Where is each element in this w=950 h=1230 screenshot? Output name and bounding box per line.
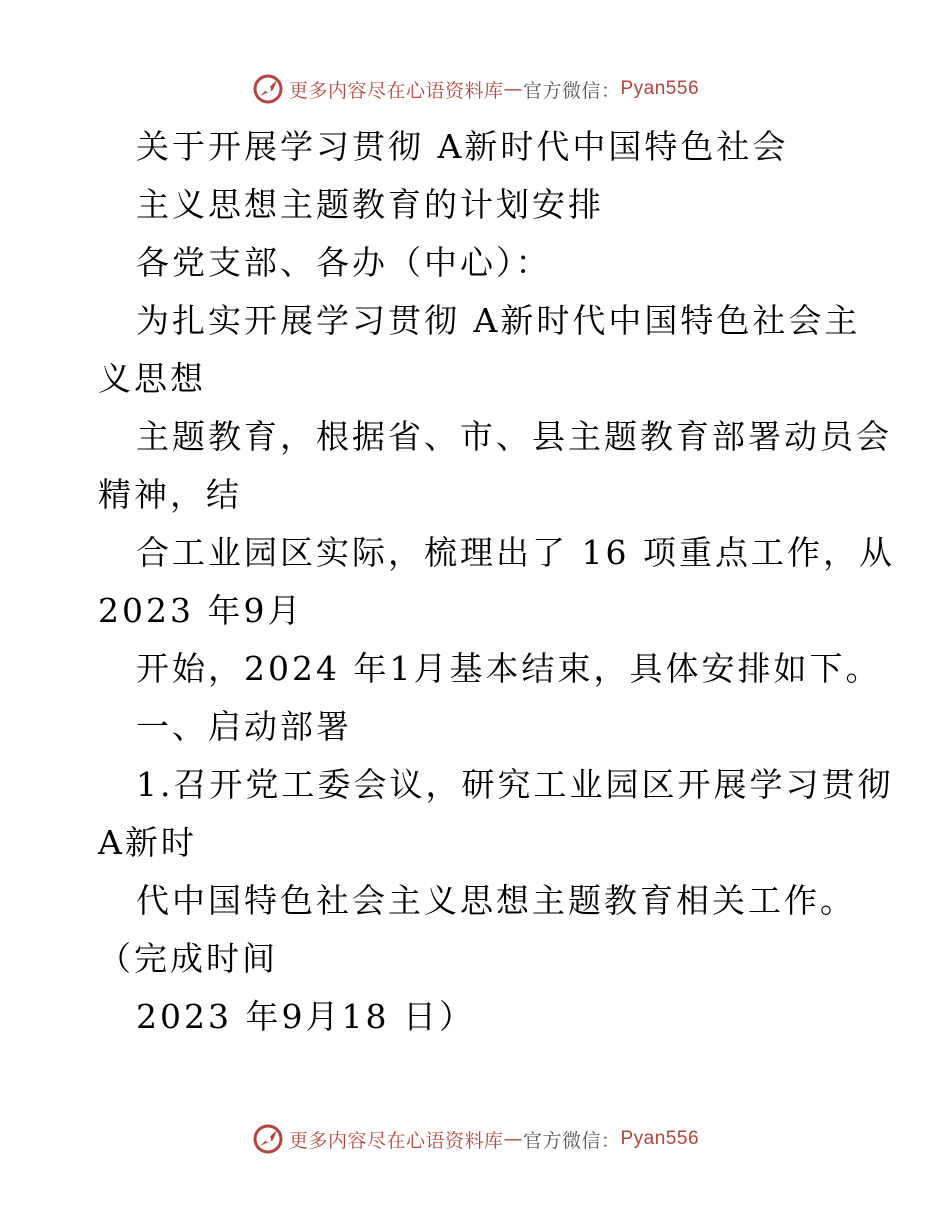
quill-seal-icon [251, 1122, 285, 1156]
header-watermark-banner [0, 72, 950, 106]
text-line: 代中国特色社会主义思想主题教育相关工作。 [136, 881, 856, 920]
banner-wechat-id: Pyan556 [620, 1128, 700, 1149]
text-line: 精神，结 [98, 475, 242, 514]
document-body [98, 118, 895, 1046]
text-line: 为扎实开展学习贯彻 A新时代中国特色社会主 [136, 301, 861, 340]
text-line: 1.召开党工委会议，研究工业园区开展学习贯彻 [136, 765, 894, 804]
text-line: A新时 [98, 823, 197, 862]
banner-text: 更多内容尽在心语资料库 [288, 1129, 504, 1152]
text-line: 开始，2024 年1月基本结束，具体安排如下。 [136, 649, 882, 688]
text-line: 主义思想主题教育的计划安排 [136, 185, 604, 224]
text-line: 主题教育，根据省、市、县主题教育部署动员会 [136, 417, 892, 456]
text-line: 义思想 [98, 359, 206, 398]
footer-watermark-banner [0, 1122, 950, 1156]
text-line: 2023 年9月 [98, 591, 304, 630]
banner-dash: — [503, 1128, 523, 1150]
banner-wechat-label: 官方微信： [522, 1129, 621, 1152]
text-line: 关于开展学习贯彻 A新时代中国特色社会 [136, 127, 789, 166]
text-line: 2023 年9月18 日） [136, 997, 475, 1036]
text-line: （完成时间 [98, 939, 278, 978]
banner-wechat-id: Pyan556 [620, 78, 700, 99]
text-line: 各党支部、各办（中心）： [136, 243, 552, 282]
banner-text: 更多内容尽在心语资料库 [288, 79, 504, 102]
banner-wechat-label: 官方微信： [522, 79, 621, 102]
quill-seal-icon [251, 72, 285, 106]
banner-dash: — [503, 78, 523, 100]
text-line: 一、启动部署 [136, 707, 352, 746]
text-line: 合工业园区实际，梳理出了 16 项重点工作，从 [136, 533, 895, 572]
